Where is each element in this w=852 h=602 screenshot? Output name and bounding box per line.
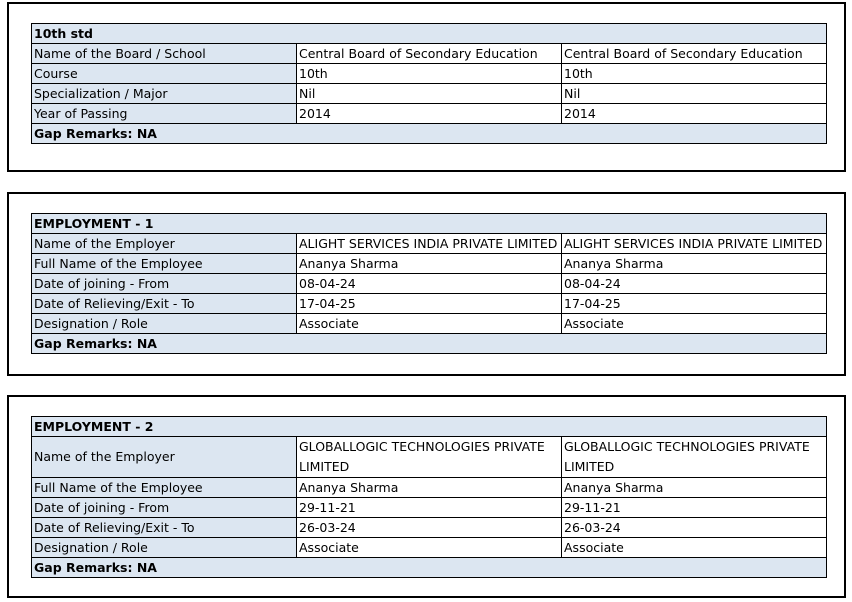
table-row (32, 538, 827, 558)
table-row (32, 294, 827, 314)
field-label: Course (32, 64, 297, 84)
field-value-verified: Associate (562, 314, 827, 334)
field-value-verified: Associate (562, 538, 827, 558)
employment-2-table (31, 416, 827, 578)
field-label: Date of joining - From (32, 274, 297, 294)
field-label: Full Name of the Employee (32, 254, 297, 274)
employment-1-table (31, 213, 827, 354)
field-value: 08-04-24 (297, 274, 562, 294)
table-row (32, 478, 827, 498)
field-label: Date of Relieving/Exit - To (32, 518, 297, 538)
education-table (31, 23, 827, 144)
table-row (32, 124, 827, 144)
table-row (32, 437, 827, 478)
table-row (32, 558, 827, 578)
field-value-verified: 08-04-24 (562, 274, 827, 294)
field-label: Name of the Employer (32, 437, 297, 478)
table-row (32, 104, 827, 124)
employment-2-panel (7, 395, 846, 598)
section-title: EMPLOYMENT - 1 (32, 214, 827, 234)
table-row (32, 64, 827, 84)
field-value: Nil (297, 84, 562, 104)
table-row (32, 518, 827, 538)
field-value: Associate (297, 314, 562, 334)
field-value-verified: 29-11-21 (562, 498, 827, 518)
field-value: 17-04-25 (297, 294, 562, 314)
field-label: Full Name of the Employee (32, 478, 297, 498)
table-row (32, 84, 827, 104)
section-title: EMPLOYMENT - 2 (32, 417, 827, 437)
field-value-verified: Ananya Sharma (562, 478, 827, 498)
gap-remarks: Gap Remarks: NA (32, 558, 827, 578)
table-row (32, 214, 827, 234)
field-value-verified: Ananya Sharma (562, 254, 827, 274)
field-value: GLOBALLOGIC TECHNOLOGIES PRIVATE LIMITED (297, 437, 562, 478)
field-value-verified: 17-04-25 (562, 294, 827, 314)
field-value-verified: 10th (562, 64, 827, 84)
field-value: Central Board of Secondary Education (297, 44, 562, 64)
field-label: Date of Relieving/Exit - To (32, 294, 297, 314)
table-row (32, 234, 827, 254)
gap-remarks: Gap Remarks: NA (32, 334, 827, 354)
field-label: Date of joining - From (32, 498, 297, 518)
field-value-verified: Nil (562, 84, 827, 104)
table-row (32, 274, 827, 294)
field-label: Designation / Role (32, 538, 297, 558)
field-value: Ananya Sharma (297, 254, 562, 274)
field-value-verified: Central Board of Secondary Education (562, 44, 827, 64)
field-value: 10th (297, 64, 562, 84)
field-value: Ananya Sharma (297, 478, 562, 498)
table-row (32, 498, 827, 518)
section-title: 10th std (32, 24, 827, 44)
field-value-verified: 2014 (562, 104, 827, 124)
field-value-verified: 26-03-24 (562, 518, 827, 538)
field-label: Designation / Role (32, 314, 297, 334)
table-row (32, 24, 827, 44)
gap-remarks: Gap Remarks: NA (32, 124, 827, 144)
field-value-verified: ALIGHT SERVICES INDIA PRIVATE LIMITED (562, 234, 827, 254)
field-value: 2014 (297, 104, 562, 124)
field-value: 26-03-24 (297, 518, 562, 538)
table-row (32, 417, 827, 437)
table-row (32, 334, 827, 354)
field-label: Year of Passing (32, 104, 297, 124)
table-row (32, 314, 827, 334)
table-row (32, 44, 827, 64)
field-value: 29-11-21 (297, 498, 562, 518)
field-value: ALIGHT SERVICES INDIA PRIVATE LIMITED (297, 234, 562, 254)
field-value-verified: GLOBALLOGIC TECHNOLOGIES PRIVATE LIMITED (562, 437, 827, 478)
field-label: Name of the Board / School (32, 44, 297, 64)
field-label: Name of the Employer (32, 234, 297, 254)
table-row (32, 254, 827, 274)
field-value: Associate (297, 538, 562, 558)
education-panel (7, 2, 846, 172)
employment-1-panel (7, 192, 846, 376)
field-label: Specialization / Major (32, 84, 297, 104)
